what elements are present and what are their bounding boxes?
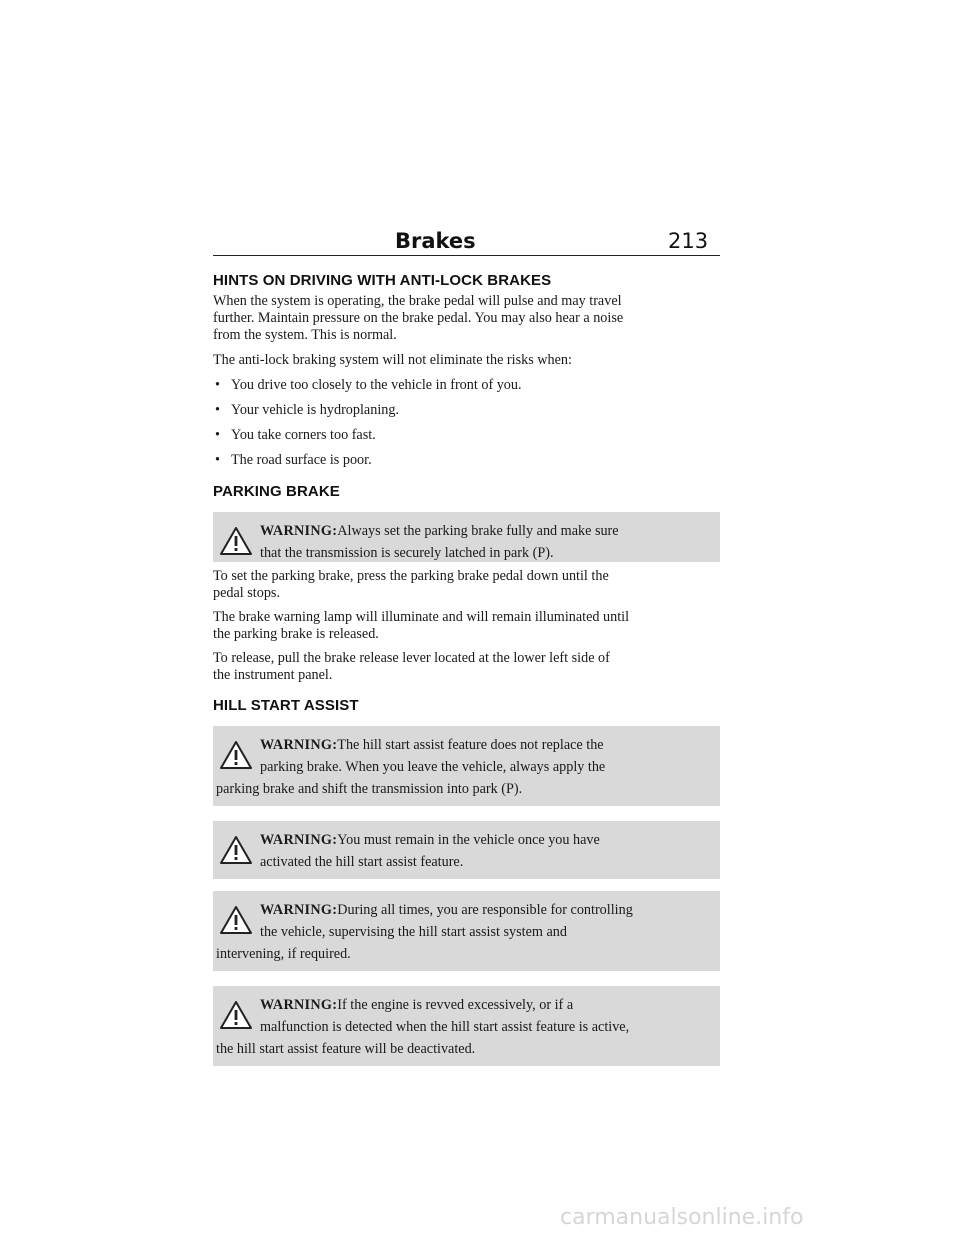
warning-text-line1: WARNING:If the engine is revved excessively, or if a xyxy=(260,997,574,1013)
warning-text-line2: malfunction is detected when the hill start assist feature is active, xyxy=(260,1019,630,1035)
warning-text-line3: intervening, if required. xyxy=(216,946,351,962)
parking-para2: The brake warning lamp will illuminate and will remain illuminated until the parking brake is released. xyxy=(213,609,630,642)
warning-text-line2: parking brake. When you leave the vehicle, always apply the xyxy=(260,759,606,775)
hill-warning-box-2 xyxy=(213,821,720,879)
warning-text-line1: WARNING:The hill start assist feature does not replace the xyxy=(260,737,604,753)
parking-warning-box xyxy=(213,512,720,562)
warning-text-line2: that the transmission is securely latched in park (P). xyxy=(260,545,554,561)
warning-triangle-icon xyxy=(219,905,253,935)
parking-heading: PARKING BRAKE xyxy=(213,483,340,500)
warning-text-line1: WARNING:You must remain in the vehicle once you have xyxy=(260,832,600,848)
warning-triangle-icon xyxy=(219,1000,253,1030)
abs-risk-list xyxy=(213,377,720,469)
hill-warning-box-1 xyxy=(213,726,720,806)
hill-heading: HILL START ASSIST xyxy=(213,697,359,714)
abs-heading: HINTS ON DRIVING WITH ANTI-LOCK BRAKES xyxy=(213,272,552,289)
warning-text-line1: WARNING:Always set the parking brake fully and make sure xyxy=(260,523,619,539)
header-rule xyxy=(213,255,720,256)
abs-intro xyxy=(213,293,720,344)
warning-triangle-icon xyxy=(219,740,253,770)
warning-text-line2: activated the hill start assist feature. xyxy=(260,854,464,870)
hill-warning-box-4 xyxy=(213,986,720,1066)
parking-para3: To release, pull the brake release lever located at the lower left side of the instrument panel. xyxy=(213,650,610,683)
list-item: • The road surface is poor. xyxy=(215,452,372,468)
abs-para1-line3: from the system. This is normal. xyxy=(213,327,397,343)
warning-text-line3: parking brake and shift the transmission into park (P). xyxy=(216,781,523,797)
page-number: 213 xyxy=(668,229,709,253)
watermark-text: carmanualsonline.info xyxy=(560,1205,804,1230)
section-title: Brakes xyxy=(395,229,476,253)
list-item: • You take corners too fast. xyxy=(215,427,376,443)
warning-text-line1: WARNING:During all times, you are responsible for controlling xyxy=(260,902,633,918)
list-item: • Your vehicle is hydroplaning. xyxy=(215,402,400,418)
warning-triangle-icon xyxy=(219,526,253,556)
abs-para2: The anti-lock braking system will not eliminate the risks when: xyxy=(213,352,572,368)
hill-warning-box-3 xyxy=(213,891,720,971)
warning-text-line3: the hill start assist feature will be deactivated. xyxy=(216,1041,476,1057)
list-item: • You drive too closely to the vehicle in front of you. xyxy=(215,377,522,393)
abs-para1-line2: further. Maintain pressure on the brake pedal. You may also hear a noise xyxy=(213,310,624,326)
parking-para1: To set the parking brake, press the parking brake pedal down until the pedal stops. xyxy=(213,568,609,601)
page-content xyxy=(213,258,720,1066)
abs-para1-line1: When the system is operating, the brake pedal will pulse and may travel xyxy=(213,293,622,309)
warning-triangle-icon xyxy=(219,835,253,865)
warning-text-line2: the vehicle, supervising the hill start assist system and xyxy=(260,924,567,940)
